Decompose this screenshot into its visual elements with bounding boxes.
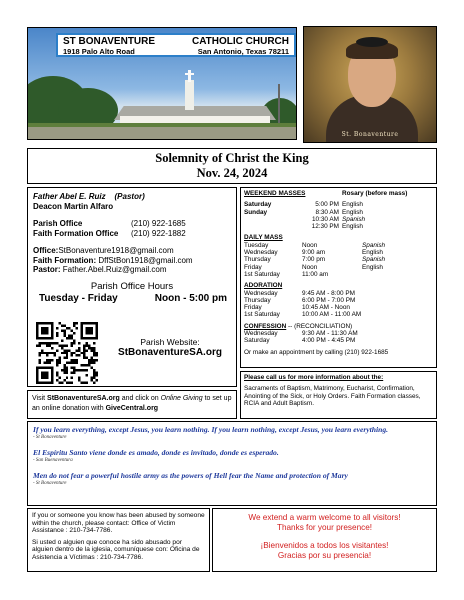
schedule-day: Thursday bbox=[244, 296, 271, 304]
office-hours-heading: Parish Office Hours bbox=[90, 280, 174, 292]
schedule-day: Saturday bbox=[244, 201, 272, 209]
welcome-spanish-2: Gracias por su presencia! bbox=[277, 551, 372, 560]
schedule-row bbox=[244, 223, 433, 230]
pastor-role: (Pastor) bbox=[114, 192, 145, 201]
schedule-time: 8:30 AM bbox=[315, 208, 339, 216]
schedule-day: Wednesday bbox=[244, 289, 278, 297]
pastor-line bbox=[33, 192, 231, 202]
giving-text: Visit bbox=[32, 395, 48, 402]
phone-value: (210) 922-1882 bbox=[131, 228, 186, 238]
schedule-language: English bbox=[342, 223, 363, 231]
giving-site-link[interactable]: StBonaventureSA.org bbox=[47, 395, 120, 402]
qr-code-icon[interactable] bbox=[36, 322, 98, 384]
schedule-time: 12:30 PM bbox=[311, 223, 339, 231]
church-banner bbox=[56, 33, 296, 57]
schedule-row bbox=[244, 209, 433, 216]
schedule-row bbox=[244, 311, 433, 318]
quote-author: - St Bonaventure bbox=[33, 481, 67, 486]
schedule-row bbox=[244, 271, 433, 278]
saint-portrait bbox=[303, 26, 437, 143]
schedule-day: Friday bbox=[244, 263, 262, 271]
portrait-caption: St. Bonaventure bbox=[341, 131, 399, 138]
schedule-day: Sunday bbox=[244, 208, 268, 216]
schedule-day: 1st Saturday bbox=[244, 311, 280, 319]
schedule-time: 9:45 AM - 8:00 PM bbox=[302, 289, 355, 297]
email-row bbox=[33, 256, 231, 266]
email-value[interactable]: DffStBon1918@gmail.com bbox=[98, 255, 193, 265]
welcome-english-2: Thanks for your presence! bbox=[276, 523, 373, 532]
office-hours-days: Tuesday - Friday bbox=[39, 292, 118, 304]
schedule-row bbox=[244, 290, 433, 297]
feast-title: Solemnity of Christ the King bbox=[155, 151, 309, 165]
phone-value: (210) 922-1685 bbox=[131, 219, 186, 228]
schedule-day bbox=[244, 216, 302, 223]
online-giving bbox=[27, 390, 237, 419]
schedule-time: 10:30 AM bbox=[311, 215, 339, 223]
schedule-row bbox=[244, 201, 433, 208]
schedule-language: English bbox=[362, 263, 383, 271]
email-row bbox=[33, 265, 231, 275]
phone-row bbox=[33, 229, 231, 239]
schedule-language: Spanish bbox=[362, 256, 386, 264]
welcome-english-1: We extend a warm welcome to all visitors! bbox=[248, 513, 401, 522]
daily-heading: DAILY MASS bbox=[244, 234, 283, 242]
victim-assistance-english: If you or someone you know has been abused by someone within the church, please contact: Office of Victim Assistance : 210-734-7786. bbox=[32, 512, 205, 534]
welcome-message bbox=[212, 508, 437, 572]
confession-list bbox=[244, 330, 433, 345]
schedule-time: 5:00 PM bbox=[315, 201, 339, 209]
title-box bbox=[27, 148, 437, 184]
schedule-time: Noon bbox=[302, 263, 318, 271]
schedule-row bbox=[244, 249, 433, 256]
confession-heading-row bbox=[244, 323, 433, 330]
phone-label: Parish Office bbox=[33, 219, 83, 228]
schedule-day: Wednesday bbox=[244, 330, 278, 338]
phone-row bbox=[33, 219, 231, 229]
quote-text: El Espíritu Santo viene donde es amado, donde es invitado, donde es esperado. bbox=[33, 448, 279, 457]
schedule-day bbox=[244, 223, 302, 230]
office-hours-row bbox=[33, 292, 231, 304]
website-label: Parish Website: bbox=[140, 337, 200, 347]
giving-text: to set up an online donation with bbox=[32, 395, 232, 412]
phone-label: Faith Formation Office bbox=[33, 228, 119, 238]
church-address-street: 1918 Palo Alto Road bbox=[63, 47, 135, 56]
schedule-row bbox=[244, 242, 433, 249]
website-block bbox=[106, 337, 234, 359]
confession-heading: CONFESSION bbox=[244, 322, 287, 330]
schedule-day: Thursday bbox=[244, 256, 271, 264]
quotes-box bbox=[27, 421, 437, 506]
schedule-row bbox=[244, 256, 433, 263]
schedule-row bbox=[244, 297, 433, 304]
schedule-row bbox=[244, 330, 433, 337]
schedule-time: 6:00 PM - 7:00 PM bbox=[302, 296, 356, 304]
deacon-name: Deacon Martin Alfaro bbox=[33, 201, 114, 211]
victim-assistance-spanish: Si usted o alguien que conoce ha sido abusado por alguien dentro de la iglesia, comuníquese con: Oficina de Asistencia a Víctimas : 210-734-7786. bbox=[32, 538, 200, 561]
schedule-language: English bbox=[342, 208, 363, 216]
quote-author: - San Buenaventura bbox=[33, 458, 73, 463]
email-label: Faith Formation: bbox=[33, 255, 97, 265]
office-hours-time: Noon - 5:00 pm bbox=[154, 292, 227, 304]
giving-provider-link[interactable]: GiveCentral.org bbox=[105, 405, 159, 412]
adoration-list bbox=[244, 290, 433, 319]
schedule-language: English bbox=[362, 249, 383, 257]
sacraments-info bbox=[240, 371, 437, 419]
quote-text: Men do not fear a powerful hostile army as the powers of Hell fear the Name and protection of Mary bbox=[33, 471, 348, 480]
schedule-day: Saturday bbox=[244, 337, 270, 345]
email-row bbox=[33, 246, 231, 256]
adoration-heading: ADORATION bbox=[244, 282, 283, 290]
feast-date: Nov. 24, 2024 bbox=[196, 166, 268, 180]
weekend-heading: WEEKEND MASSES bbox=[244, 190, 306, 197]
sacraments-heading: Please call us for more information about the: bbox=[244, 374, 384, 381]
giving-online-link[interactable]: Online Giving bbox=[160, 395, 203, 402]
mass-schedule bbox=[240, 187, 437, 368]
schedule-time: 4:00 PM - 4:45 PM bbox=[302, 337, 356, 345]
schedule-row bbox=[244, 337, 433, 344]
church-address-city: San Antonio, Texas 78211 bbox=[197, 47, 289, 56]
schedule-row bbox=[244, 216, 433, 223]
quote-author: - St Bonaventure bbox=[33, 435, 67, 440]
schedule-row bbox=[244, 264, 433, 271]
schedule-time: 11:00 am bbox=[302, 270, 329, 278]
victim-assistance bbox=[27, 508, 210, 572]
sacraments-body: Sacraments of Baptism, Matrimony, Eucharist, Confirmation, Anointing of the Sick, or Holy Orders. Faith Formation classes, RCIA and Adult Baptism. bbox=[244, 385, 421, 408]
schedule-time: 9:30 AM - 11:30 AM bbox=[302, 330, 358, 338]
schedule-time: 10:45 AM - Noon bbox=[302, 304, 350, 312]
schedule-time: 7:00 pm bbox=[302, 256, 326, 264]
giving-text: and click on bbox=[119, 395, 161, 402]
schedule-day: Wednesday bbox=[244, 249, 278, 257]
weekend-list bbox=[244, 201, 433, 230]
church-name-left: ST BONAVENTURE bbox=[63, 36, 156, 47]
schedule-language: English bbox=[342, 201, 363, 209]
email-label: Pastor: bbox=[33, 265, 61, 274]
email-label: Office: bbox=[33, 246, 59, 255]
schedule-time: 10:00 AM - 11:00 AM bbox=[302, 311, 362, 319]
rosary-note: Rosary (before mass) bbox=[342, 190, 408, 197]
schedule-language: Spanish bbox=[342, 215, 366, 223]
email-value[interactable]: Father.Abel.Ruiz@gmail.com bbox=[62, 265, 167, 274]
appointment-note: Or make an appointment by calling (210) 922-1685 bbox=[244, 348, 389, 356]
email-value[interactable]: StBonaventure1918@gmail.com bbox=[58, 246, 174, 255]
daily-list bbox=[244, 242, 433, 278]
schedule-day: Tuesday bbox=[244, 241, 269, 249]
schedule-time: Noon bbox=[302, 241, 318, 249]
quote-text: If you learn everything, except Jesus, you learn nothing. If you learn nothing, except Jesus, you learn everything. bbox=[33, 425, 389, 434]
welcome-spanish-1: ¡Bienvenidos a todos los visitantes! bbox=[260, 541, 389, 550]
schedule-language: Spanish bbox=[362, 241, 386, 249]
pastor-name: Father Abel E. Ruiz bbox=[33, 192, 106, 201]
schedule-day: 1st Saturday bbox=[244, 270, 280, 278]
church-name-right: CATHOLIC CHURCH bbox=[191, 36, 289, 47]
confession-sub: -- (RECONCILIATION) bbox=[286, 322, 353, 330]
website-link[interactable]: StBonaventureSA.org bbox=[118, 347, 222, 358]
schedule-time: 9:00 am bbox=[302, 249, 326, 257]
weekend-heading-row bbox=[244, 190, 433, 197]
schedule-day: Friday bbox=[244, 304, 262, 312]
schedule-row bbox=[244, 304, 433, 311]
